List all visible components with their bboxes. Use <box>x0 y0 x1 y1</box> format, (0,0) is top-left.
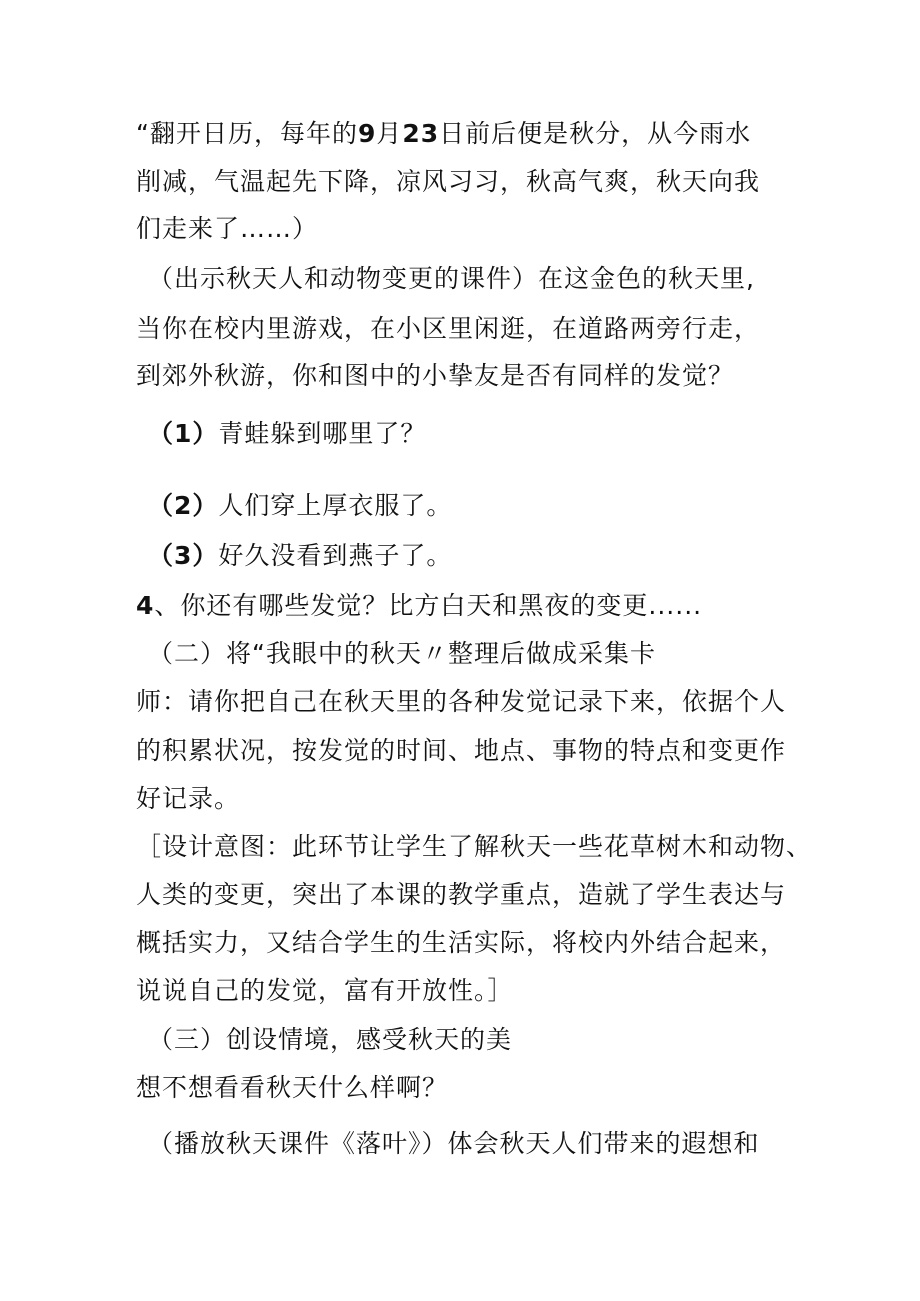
list-item-2 <box>148 490 452 522</box>
list-item-text: 人们穿上厚衣服了。 <box>218 491 453 520</box>
text-segment: 月 <box>376 119 403 148</box>
date-month-number: 9 <box>357 119 377 148</box>
paragraph-1-line-3: 们走来了……） <box>136 214 319 243</box>
design-intent-line-4: 说说自己的发觉，富有开放性。］ <box>136 976 514 1005</box>
text-segment: 日前后便是秋分，从今雨水 <box>439 119 752 148</box>
list-item-text: 好久没看到燕子了。 <box>218 541 453 570</box>
section-3-line-2: （播放秋天课件《落叶》）体会秋天人们带来的遐想和 <box>148 1129 760 1158</box>
section-2-line-1: 师：请你把自己在秋天里的各种发觉记录下来，依据个人 <box>136 687 787 716</box>
paragraph-1-line-1 <box>136 118 751 150</box>
section-2-heading: （二）将“我眼中的秋天〃整理后做成采集卡 <box>148 639 656 668</box>
date-day-number: 23 <box>402 119 440 148</box>
section-2-line-2: 的积累状况，按发觉的时间、地点、事物的特点和变更作 <box>136 736 787 765</box>
design-intent-line-3: 概括实力，又结合学生的生活实际，将校内外结合起来， <box>136 928 787 957</box>
list-item-text: 、你还有哪些发觉？比方白天和黑夜的变更...... <box>154 591 703 620</box>
design-intent-line-1: ［设计意图：此环节让学生了解秋天一些花草树木和动物、 <box>136 832 813 861</box>
section-3-heading: （三）创设情境，感受秋天的美 <box>148 1025 513 1054</box>
paragraph-1-line-2: 削减，气温起先下降，凉风习习，秋高气爽，秋天向我 <box>136 167 761 196</box>
list-item-3 <box>148 540 452 572</box>
list-item-number: （2） <box>148 491 219 520</box>
paragraph-2-line-1: （出示秋天人和动物变更的课件）在这金色的秋天里, <box>148 264 755 293</box>
design-intent-line-2: 人类的变更，突出了本课的教学重点，造就了学生表达与 <box>136 880 787 909</box>
list-item-number: （3） <box>148 541 219 570</box>
text-segment: “翻开日历，每年的 <box>136 119 358 148</box>
paragraph-2-line-3: 到郊外秋游，你和图中的小挚友是否有同样的发觉？ <box>136 361 735 390</box>
list-item-text: 青蛙躲到哪里了？ <box>218 419 427 448</box>
section-3-line-1: 想不想看看秋天什么样啊？ <box>136 1073 449 1102</box>
list-item-number: （1） <box>148 419 219 448</box>
list-item-number: 4 <box>136 591 155 620</box>
section-2-line-3: 好记录。 <box>136 784 241 813</box>
paragraph-2-line-2: 当你在校内里游戏，在小区里闲逛，在道路两旁行走， <box>136 314 761 343</box>
list-item-4 <box>136 590 702 622</box>
list-item-1 <box>148 418 426 450</box>
